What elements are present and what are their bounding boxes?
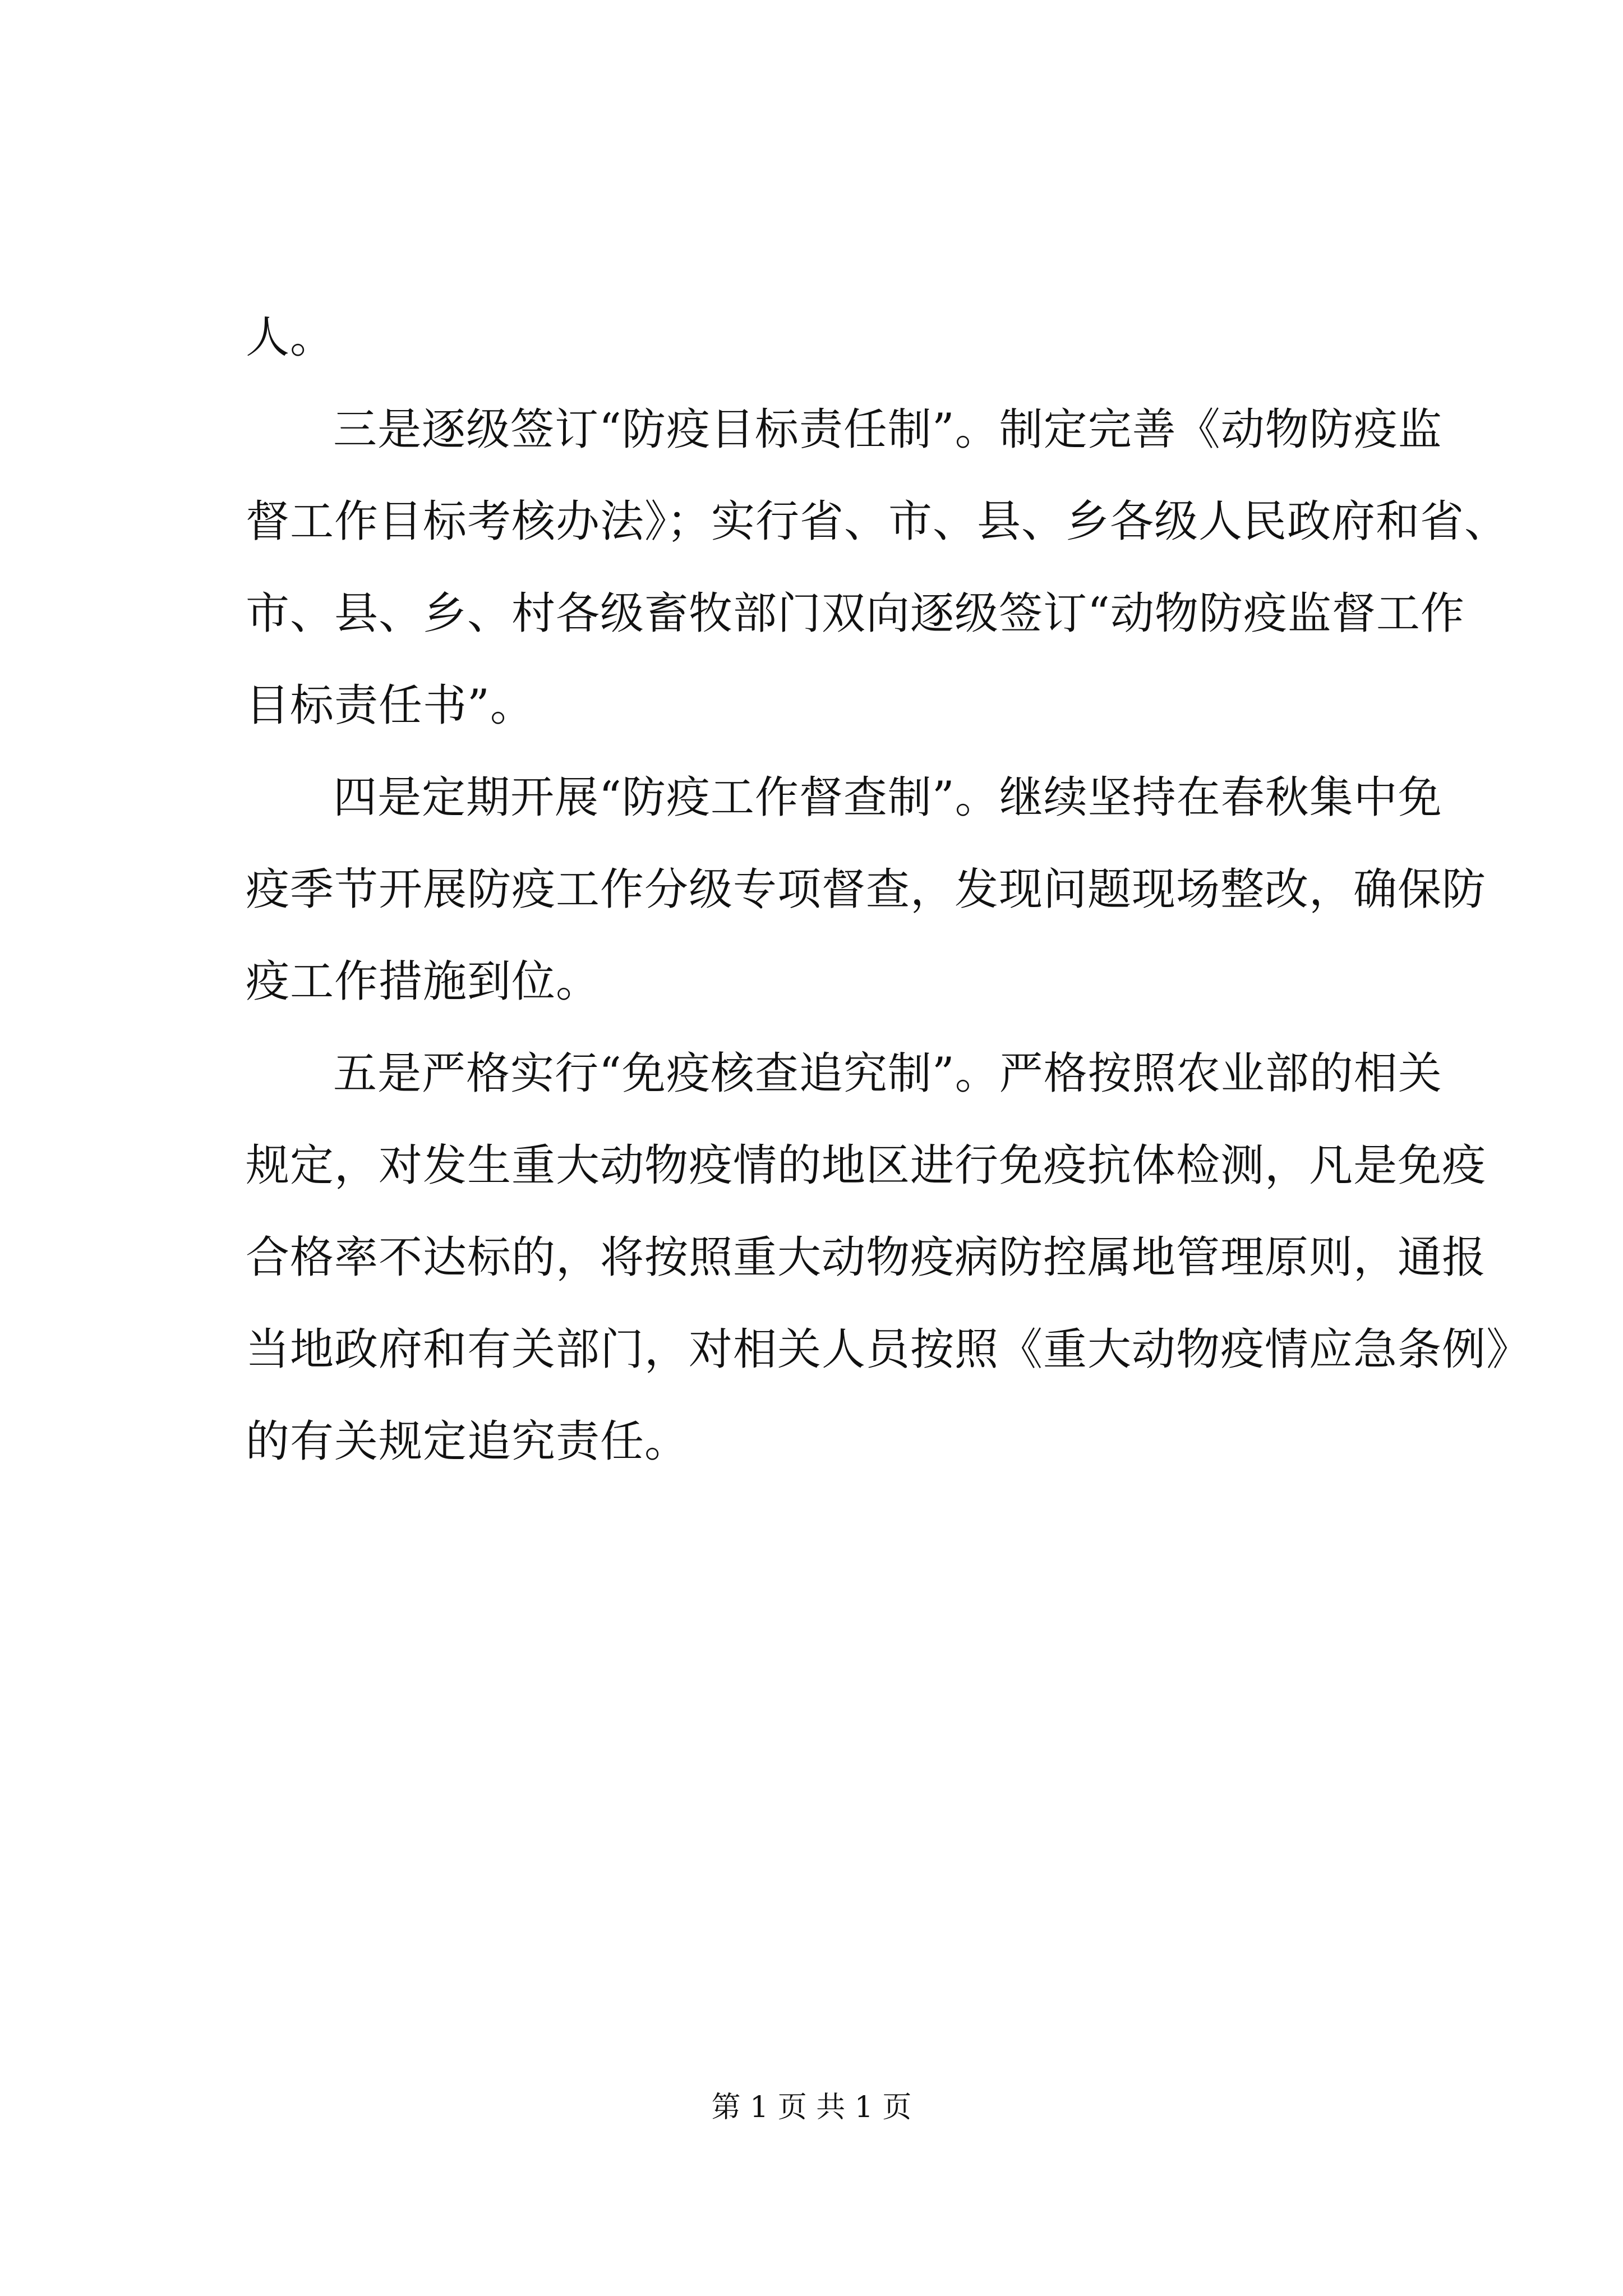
- page-footer: 第 1 页 共 1 页: [711, 2091, 912, 2124]
- text-line: 规定，对发生重大动物疫情的地区进行免疫抗体检测，凡是免疫: [246, 1140, 1487, 1191]
- text-line: 合格率不达标的，将按照重大动物疫病防控属地管理原则，通报: [246, 1232, 1487, 1283]
- paragraph-four-first-line: 四是定期开展“防疫工作督查制”。继续坚持在春秋集中免: [333, 772, 1442, 823]
- text-line: 人。: [246, 312, 335, 363]
- document-body: [246, 292, 1531, 1488]
- text-line: 疫工作措施到位。: [246, 956, 601, 1007]
- text-line: 当地政府和有关部门，对相关人员按照《重大动物疫情应急条例》: [246, 1324, 1531, 1375]
- paragraph-three-first-line: 三是逐级签订“防疫目标责任制”。制定完善《动物防疫监: [333, 404, 1442, 455]
- text-line: 疫季节开展防疫工作分级专项督查，发现问题现场整改，确保防: [246, 864, 1487, 915]
- text-line: 市、县、乡、村各级畜牧部门双向逐级签订“动物防疫监督工作: [246, 588, 1465, 639]
- text-line: 目标责任书”。: [246, 680, 534, 731]
- text-line: 督工作目标考核办法》；实行省、市、县、乡各级人民政府和省、: [246, 496, 1509, 547]
- text-line: 的有关规定追究责任。: [246, 1416, 689, 1467]
- paragraph-five-first-line: 五是严格实行“免疫核查追究制”。严格按照农业部的相关: [333, 1048, 1442, 1099]
